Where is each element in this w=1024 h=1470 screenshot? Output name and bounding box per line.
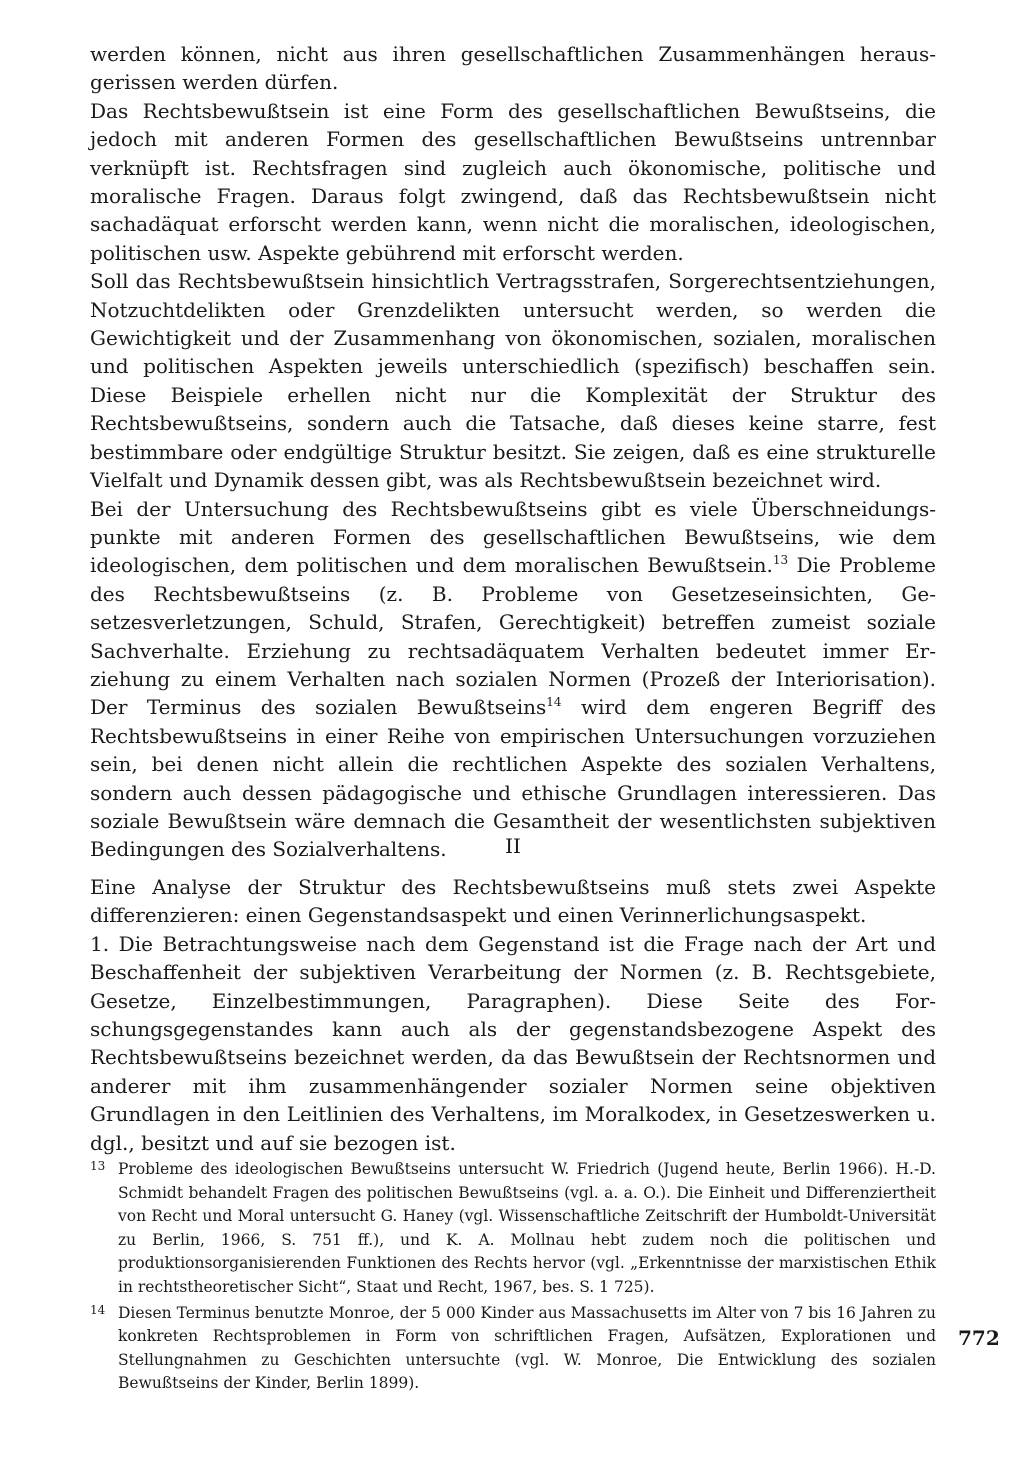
footnote-14 (90, 1302, 936, 1396)
footnote-number: 14 (90, 1302, 106, 1317)
footnote-ref-13[interactable]: 13 (772, 553, 789, 568)
main-text (90, 40, 936, 864)
section-heading: II (505, 834, 521, 858)
paragraph-3: Soll das Rechtsbewußtsein hinsichtlich Vertragsstrafen, Sorgerechtsentziehungen, Notzuchtdelikten oder Grenzdelikten untersucht werden, so werden die Gewichtigkeit und der Zusammenhang von ökonomischen, sozialen, moralischen und politischen Aspekten jeweils unterschiedlich (spezifisch) beschaffen sein. Diese Beispiele erhellen nicht nur die Komplexität der Struktur des Rechtsbewußtseins, sondern auch die Tatsache, daß dieses keine starre, fest bestimmbare oder endgültige Struktur besitzt. Sie zeigen, daß es eine strukturelle Vielfalt und Dynamik dessen gibt, was als Rechtsbewußtsein bezeichnet wird. (90, 269, 936, 493)
footnotes (90, 1158, 936, 1398)
paragraph-1: werden können, nicht aus ihren gesellschaftlichen Zusammenhängen herausgerissen werden dürfen. (90, 42, 936, 95)
section-2-paragraph-2: 1. Die Betrachtungsweise nach dem Gegenstand ist die Frage nach der Art und Beschaffenheit der subjektiven Verarbeitung der Normen (z. B. Rechtsgebiete, Gesetze, Einzelbestimmungen, Paragraphen). Diese Seite des Forschungsgegenstandes kann auch als der gegenstandsbezogene Aspekt des Rechtsbewußtseins bezeichnet werden, da das Bewußtsein der Rechtsnormen und anderer mit ihm zusammenhängender sozialer Normen seine objektiven Grundlagen in den Leitlinien des Verhaltens, im Moralkodex, in Gesetzeswerken u. dgl., besitzt und auf sie bezogen ist. (90, 931, 936, 1155)
footnote-text: Probleme des ideologischen Bewußtseins untersucht W. Friedrich (Jugend heute, Berlin 1966). H.-D. Schmidt behandelt Fragen des politischen Bewußtseins (vgl. a. a. O.). Die Einheit und Differenziertheit von Recht und Moral untersucht G. Haney (vgl. Wissenschaftliche Zeitschrift der Humboldt-Universität zu Berlin, 1966, S. 751 ff.), und K. A. Mollnau hebt zudem noch die politischen und produktionsorganisierenden Funktionen des Rechts hervor (vgl. „Erkenntnisse der marxistischen Ethik in rechtstheoretischer Sicht“, Staat und Recht, 1967, bes. S. 1 725). (118, 1160, 936, 1296)
footnote-text: Diesen Terminus benutzte Monroe, der 5 000 Kinder aus Massachusetts im Alter von 7 bis 16 Jahren zu konkreten Rechtsproblemen in Form von schriftlichen Fragen, Aufsätzen, Explorationen und Stellungnahmen zu Geschichten untersuchte (vgl. W. Monroe, Die Entwicklung des sozialen Bewußtseins der Kinder, Berlin 1899). (118, 1303, 936, 1393)
footnote-13 (90, 1158, 936, 1300)
section-2-text (90, 873, 936, 1157)
paragraph-4-part-b: Die Probleme des Rechtsbewußtseins (z. B. Probleme von Gesetzeseinsichten, Gesetzesverletzungen, Schuld, Strafen, Gerechtigkeit) betreffen zumeist soziale Sachverhalte. Erziehung zu rechtsadäquatem Verhalten bedeutet immer Erziehung zu einem Verhalten nach sozialen Normen (Prozeß der Interiorisation). Der Terminus des sozialen Bewußtseins (90, 553, 936, 720)
footnote-number: 13 (90, 1159, 106, 1173)
paragraph-4-part-c: wird dem engeren Begriff des Rechtsbewußtseins in einer Reihe von empirischen Untersuchungen vorzuziehen sein, bei denen nicht allein die rechtlichen Aspekte des sozialen Verhaltens, sondern auch dessen pädagogische und ethische Grundlagen interessieren. Das soziale Bewußtsein wäre demnach die Gesamtheit der wesentlichsten subjektiven Bedingungen des Sozialverhaltens. (90, 695, 936, 862)
footnote-ref-14[interactable]: 14 (546, 695, 562, 710)
paragraph-2: Das Rechtsbewußtsein ist eine Form des gesellschaftlichen Bewußtseins, die jedoch mit anderen Formen des gesellschaftlichen Bewußtseins untrennbar verknüpft ist. Rechtsfragen sind zugleich auch ökonomische, politische und moralische Fragen. Daraus folgt zwingend, daß das Rechtsbewußtsein nicht sachadäquat erforscht werden kann, wenn nicht die moralischen, ideologischen, politischen usw. Aspekte gebührend mit erforscht werden. (90, 98, 936, 265)
paragraph-4-part-a: Bei der Untersuchung des Rechtsbewußtseins gibt es viele Überschneidungspunkte mit anderen Formen des gesellschaftlichen Bewußtseins, wie dem ideologischen, dem politischen und dem moralischen Bewußtsein. (90, 496, 936, 578)
page-number: 772 (958, 1326, 1000, 1350)
paragraph-4 (90, 495, 936, 864)
section-2-paragraph-1: Eine Analyse der Struktur des Rechtsbewußtseins muß stets zwei Aspekte differenzieren: einen Gegenstandsaspekt und einen Verinnerlichungsaspekt. (90, 875, 936, 928)
